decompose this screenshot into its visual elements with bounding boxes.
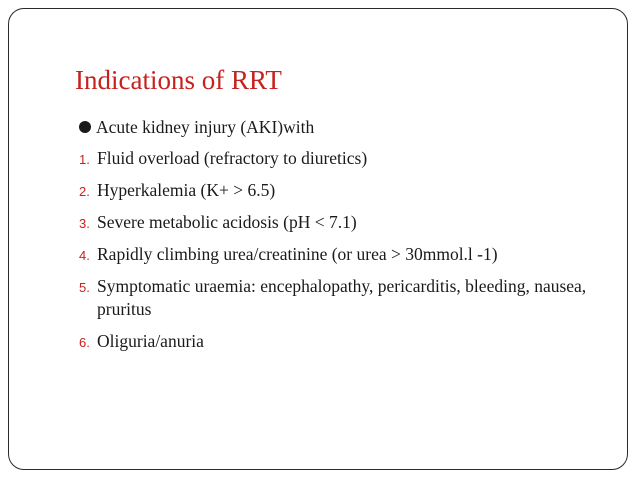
list-item-number: 1. (79, 152, 90, 167)
list-item (79, 275, 624, 321)
slide-content (79, 117, 624, 362)
slide (8, 8, 628, 470)
list-item (79, 211, 624, 234)
list-item-number: 4. (79, 248, 90, 263)
slide-title: Indications of RRT (75, 65, 282, 95)
list-item (79, 179, 624, 202)
list-item-text: Hyperkalemia (K+ > 6.5) (97, 180, 276, 200)
list-item-text: Fluid overload (refractory to diuretics) (97, 148, 368, 168)
bullet-dot-icon (79, 121, 91, 133)
list-item-text: Oliguria/anuria (97, 331, 204, 351)
bullet-item (79, 117, 624, 147)
list-item-number: 3. (79, 216, 90, 231)
list-item-text: Symptomatic uraemia: encephalopathy, pericarditis, bleeding, nausea, pruritus (97, 276, 587, 319)
list-item-number: 5. (79, 280, 90, 295)
list-item (79, 243, 624, 266)
list-item-text: Rapidly climbing urea/creatinine (or urea > 30mmol.l -1) (97, 244, 498, 264)
list-item (79, 330, 624, 353)
bullet-text: Acute kidney injury (AKI)with (96, 117, 315, 137)
list-item-number: 2. (79, 184, 90, 199)
list-item (79, 147, 624, 170)
list-item-number: 6. (79, 335, 90, 350)
list-item-text: Severe metabolic acidosis (pH < 7.1) (97, 212, 357, 232)
